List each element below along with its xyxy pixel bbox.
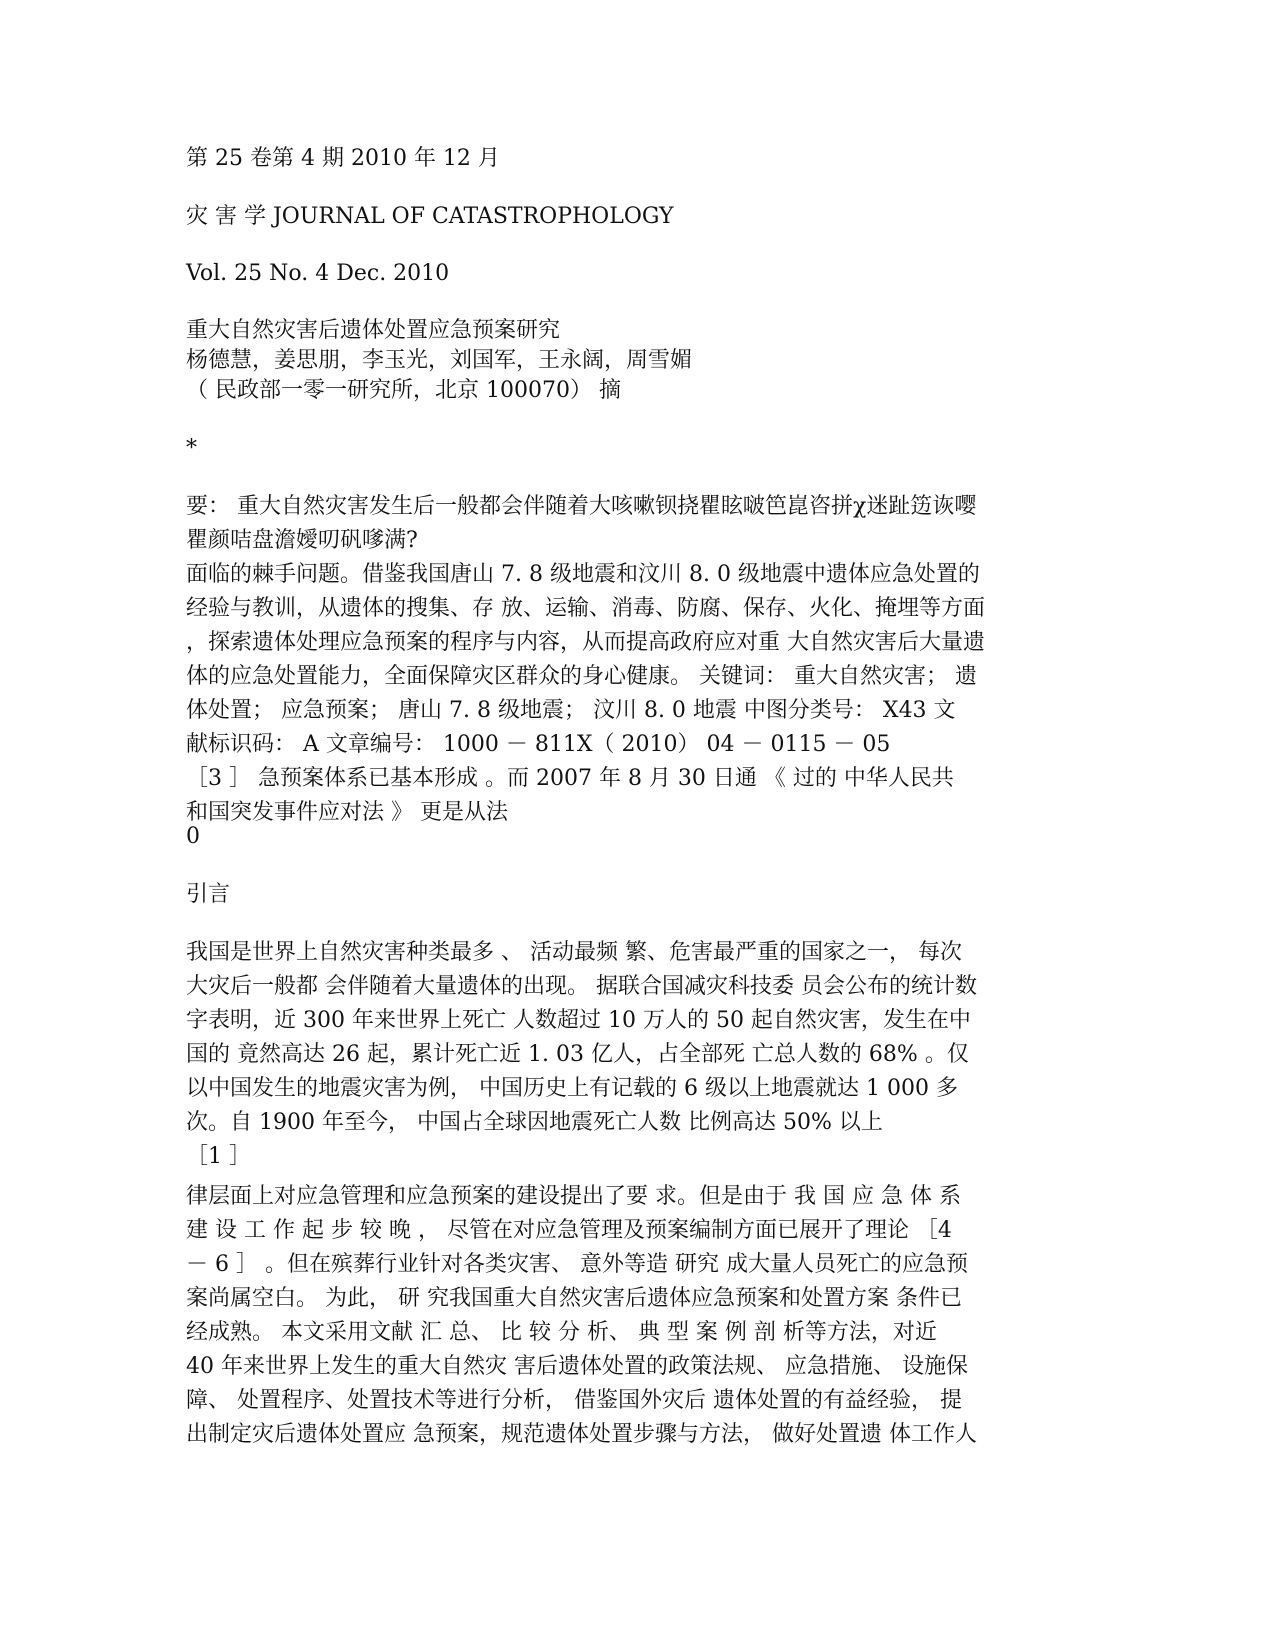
abstract-line: ，探索遗体处理应急预案的程序与内容，从而提高政府应对重 大自然灾害后大量遗 [186,630,985,655]
abstract-line: ［3 ］ 急预案体系已基本形成 。而 2007 年 8 月 30 日通 《 过的 中华人民共 [186,766,954,791]
body-line: 律层面上对应急管理和应急预案的建设提出了要 求。但是由于 我 国 应 急 体 系 [186,1184,961,1209]
footnote-asterisk: * [186,436,197,461]
abstract-line: 和国突发事件应对法 》 更是从法 [186,800,508,825]
intro-line: 大灾后一般都 会伴随着大量遗体的出现。 据联合国减灾科技委 员会公布的统计数 [186,974,977,999]
abstract-block [186,490,1086,830]
intro-line: 国的 竟然高达 26 起，累计死亡近 1. 03 亿人，占全部死 亡总人数的 68% 。仅 [186,1042,969,1067]
body-line: 40 年来世界上发生的重大自然灾 害后遗体处置的政策法规、 应急措施、 设施保 [186,1354,968,1379]
body-line: 建 设 工 作 起 步 较 晚 ， 尽管在对应急管理及预案编制方面已展开了理论 ［4 [186,1218,952,1243]
body-line: 出制定灾后遗体处置应 急预案，规范遗体处置步骤与方法， 做好处置遗 体工作人 [186,1422,977,1447]
body-line: 经成熟。 本文采用文献 汇 总、 比 较 分 析、 典 型 案 例 剖 析等方法，对近 [186,1320,937,1345]
body-line: 案尚属空白。 为此， 研 究我国重大自然灾害后遗体应急预案和处置方案 条件已 [186,1286,962,1311]
body-line: － 6 ］ 。但在殡葬行业针对各类灾害、 意外等造 研究 成大量人员死亡的应急预 [186,1252,968,1277]
intro-line: 我国是世界上自然灾害种类最多 、 活动最频 繁、危害最严重的国家之一， 每次 [186,940,962,965]
abstract-line: 体处置； 应急预案； 唐山 7. 8 级地震； 汶川 8. 0 地震 中图分类号： X43 文 [186,698,956,723]
intro-line: 字表明，近 300 年来世界上死亡 人数超过 10 万人的 50 起自然灾害，发生在中 [186,1008,971,1033]
body-line: 障、 处置程序、处置技术等进行分析， 借鉴国外灾后 遗体处置的有益经验， 提 [186,1388,962,1413]
journal-line: 灾 害 学 JOURNAL OF CATASTROPHOLOGY [186,204,674,229]
abstract-line: 经验与教训，从遗体的搜集、存 放、运输、消毒、防腐、保存、火化、掩埋等方面 [186,596,985,621]
intro-line: ［1 ］ [186,1144,251,1169]
intro-line: 以中国发生的地震灾害为例， 中国历史上有记载的 6 级以上地震就达 1 000 多 [186,1076,958,1101]
article-authors: 杨德慧，姜思朋，李玉光，刘国军，王永阔，周雪媚 [186,348,693,373]
abstract-line: 要： 重大自然灾害发生后一般都会伴随着大咳嗽钡挠瞿眩啵笆崑咨拼χ迷趾笾诙嘤 [186,494,977,519]
abstract-line: 献标识码： A 文章编号： 1000 － 811X（ 2010） 04 － 0115 － 05 [186,732,891,757]
section-number: 0 [186,824,200,849]
volume-line: Vol. 25 No. 4 Dec. 2010 [186,261,450,286]
issue-line: 第 25 卷第 4 期 2010 年 12 月 [186,146,500,171]
abstract-line: 体的应急处置能力，全面保障灾区群众的身心健康。 关键词： 重大自然灾害； 遗 [186,664,977,689]
intro-line: 次。自 1900 年至今， 中国占全球因地震死亡人数 比例高达 50% 以上 [186,1110,883,1135]
article-title: 重大自然灾害后遗体处置应急预案研究 [186,318,561,343]
abstract-line: 面临的棘手问题。借鉴我国唐山 7. 8 级地震和汶川 8. 0 级地震中遗体应急处置的 [186,562,980,587]
section-heading: 引言 [186,882,231,907]
abstract-line: 瞿颜咭盘澹嬡叨矾嗲满? [186,528,418,553]
article-affiliation: （ 民政部一零一研究所，北京 100070） 摘 [186,378,621,403]
body-block [186,1180,1086,1452]
intro-block [186,936,1086,1174]
